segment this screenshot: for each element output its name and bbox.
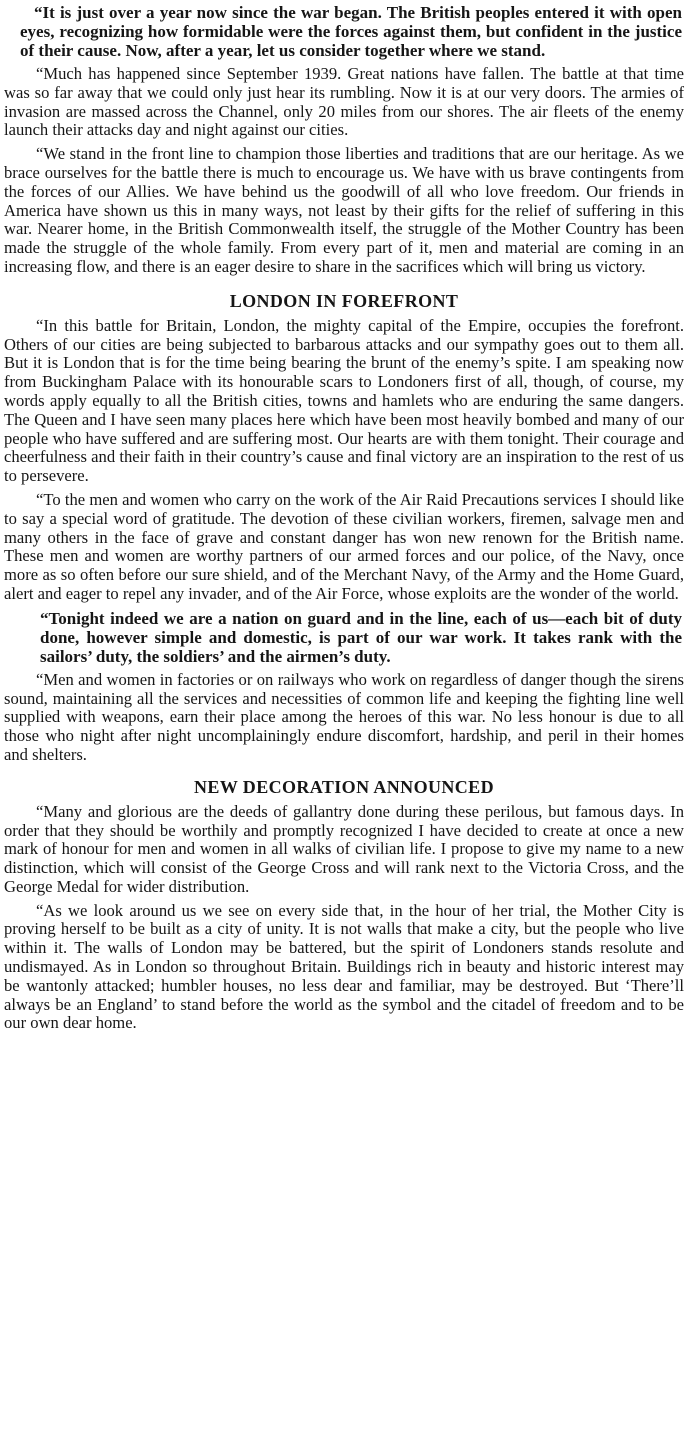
paragraph-george-cross: “Many and glorious are the deeds of gallantry done during these perilous, but famous days. In order that they should be worthily and promptly recognized I have decided to create at once a new mark of honour for men and women in all walks of civilian life. I propose to give my name to a new distinction, which will consist of the George Cross and will rank next to the Victoria Cross, and the George Medal for wider distribution. (4, 801, 684, 896)
paragraph-air-raid-precautions: “To the men and women who carry on the work of the Air Raid Precautions services I should like to say a special word of gratitude. The devotion of these civilian workers, firemen, salvage men and many others in the face of grave and constant danger has won new renown for the British name. These men and women are worthy partners of our armed forces and our police, of the Navy, once more as so often before our sure shield, and of the Merchant Navy, of the Army and the Home Guard, alert and eager to repel any invader, and of the Air Force, whose exploits are the wonder of the world. (4, 489, 684, 603)
paragraph-front-line: “We stand in the front line to champion those liberties and traditions that are our heritage. As we brace ourselves for the battle there is much to encourage us. We have with us brave contingents from the forces of our Allies. We have behind us the goodwill of all who love freedom. Our friends in America have shown us this in many ways, not least by their gifts for the relief of suffering in this war. Nearer home, in the British Commonwealth itself, the struggle of the Mother Country has been made the struggle of the whole family. From every part of it, men and material are coming in an increasing flow, and there is an eager desire to share in the sacrifices which will bring us victory. (4, 144, 684, 276)
heading-new-decoration-announced: NEW DECORATION ANNOUNCED (194, 776, 494, 797)
heading-london-in-forefront: LONDON IN FOREFRONT (229, 290, 459, 311)
paragraph-september-1939: “Much has happened since September 1939. Great nations have fallen. The battle at that time was so far away that we could only just hear its rumbling. Now it is at our very doors. The armies of invasion are massed across the Channel, only 20 miles from our shores. The air fleets of the enemy launch their attacks day and night against our cities. (4, 64, 684, 140)
paragraph-city-of-unity: “As we look around us we see on every side that, in the hour of her trial, the Mother City is proving herself to be built as a city of unity. It is not walls that make a city, but the people who live within it. The walls of London may be battered, but the spirit of Londoners stands resolute and undismayed. As in London so throughout Britain. Buildings rich in beauty and historic interest may be wantonly attacked; humbler houses, no less dear and familiar, may be destroyed. But ‘There’ll always be an England’ to stand before the world as the symbol and the citadel of freedom and to be our own dear home. (4, 900, 684, 1033)
paragraph-nation-on-guard: “Tonight indeed we are a nation on guard and in the line, each of us—each bit of duty done, however simple and domestic, is part of our war work. It takes rank with the sailors’ duty, the soldiers’ and the airmen’s duty. (40, 608, 682, 666)
paragraph-factories-railways: “Men and women in factories or on railways who work on regardless of danger though the sirens sound, maintaining all the services and necessities of common life and keeping the fighting line well supplied with weapons, earn their place among the heroes of this war. No less honour is due to all those who night after night uncomplainingly endure discomfort, hardship, and peril in their homes and shelters. (4, 669, 684, 764)
paragraph-battle-for-britain: “In this battle for Britain, London, the mighty capital of the Empire, occupies the forefront. Others of our cities are being subjected to barbarous attacks and our sympathy goes out to them all. But it is London that is for the time being bearing the brunt of the enemy’s spite. I am speaking now from Buckingham Palace with its honourable scars to Londoners first of all, though, of course, my words apply equally to all the British cities, towns and hamlets who are enduring the same dangers. The Queen and I have seen many places here which have been most heavily bombed and many of our people who have suffered and are suffering most. Our hearts are with them tonight. Their courage and cheerfulness and their faith in their country’s cause and final victory are an inspiration to the rest of us to persevere. (4, 315, 684, 486)
paragraph-opening: “It is just over a year now since the war began. The British peoples entered it with open eyes, recognizing how formidable were the forces against them, but confident in the justice of their cause. Now, after a year, let us consider together where we stand. (20, 3, 682, 60)
